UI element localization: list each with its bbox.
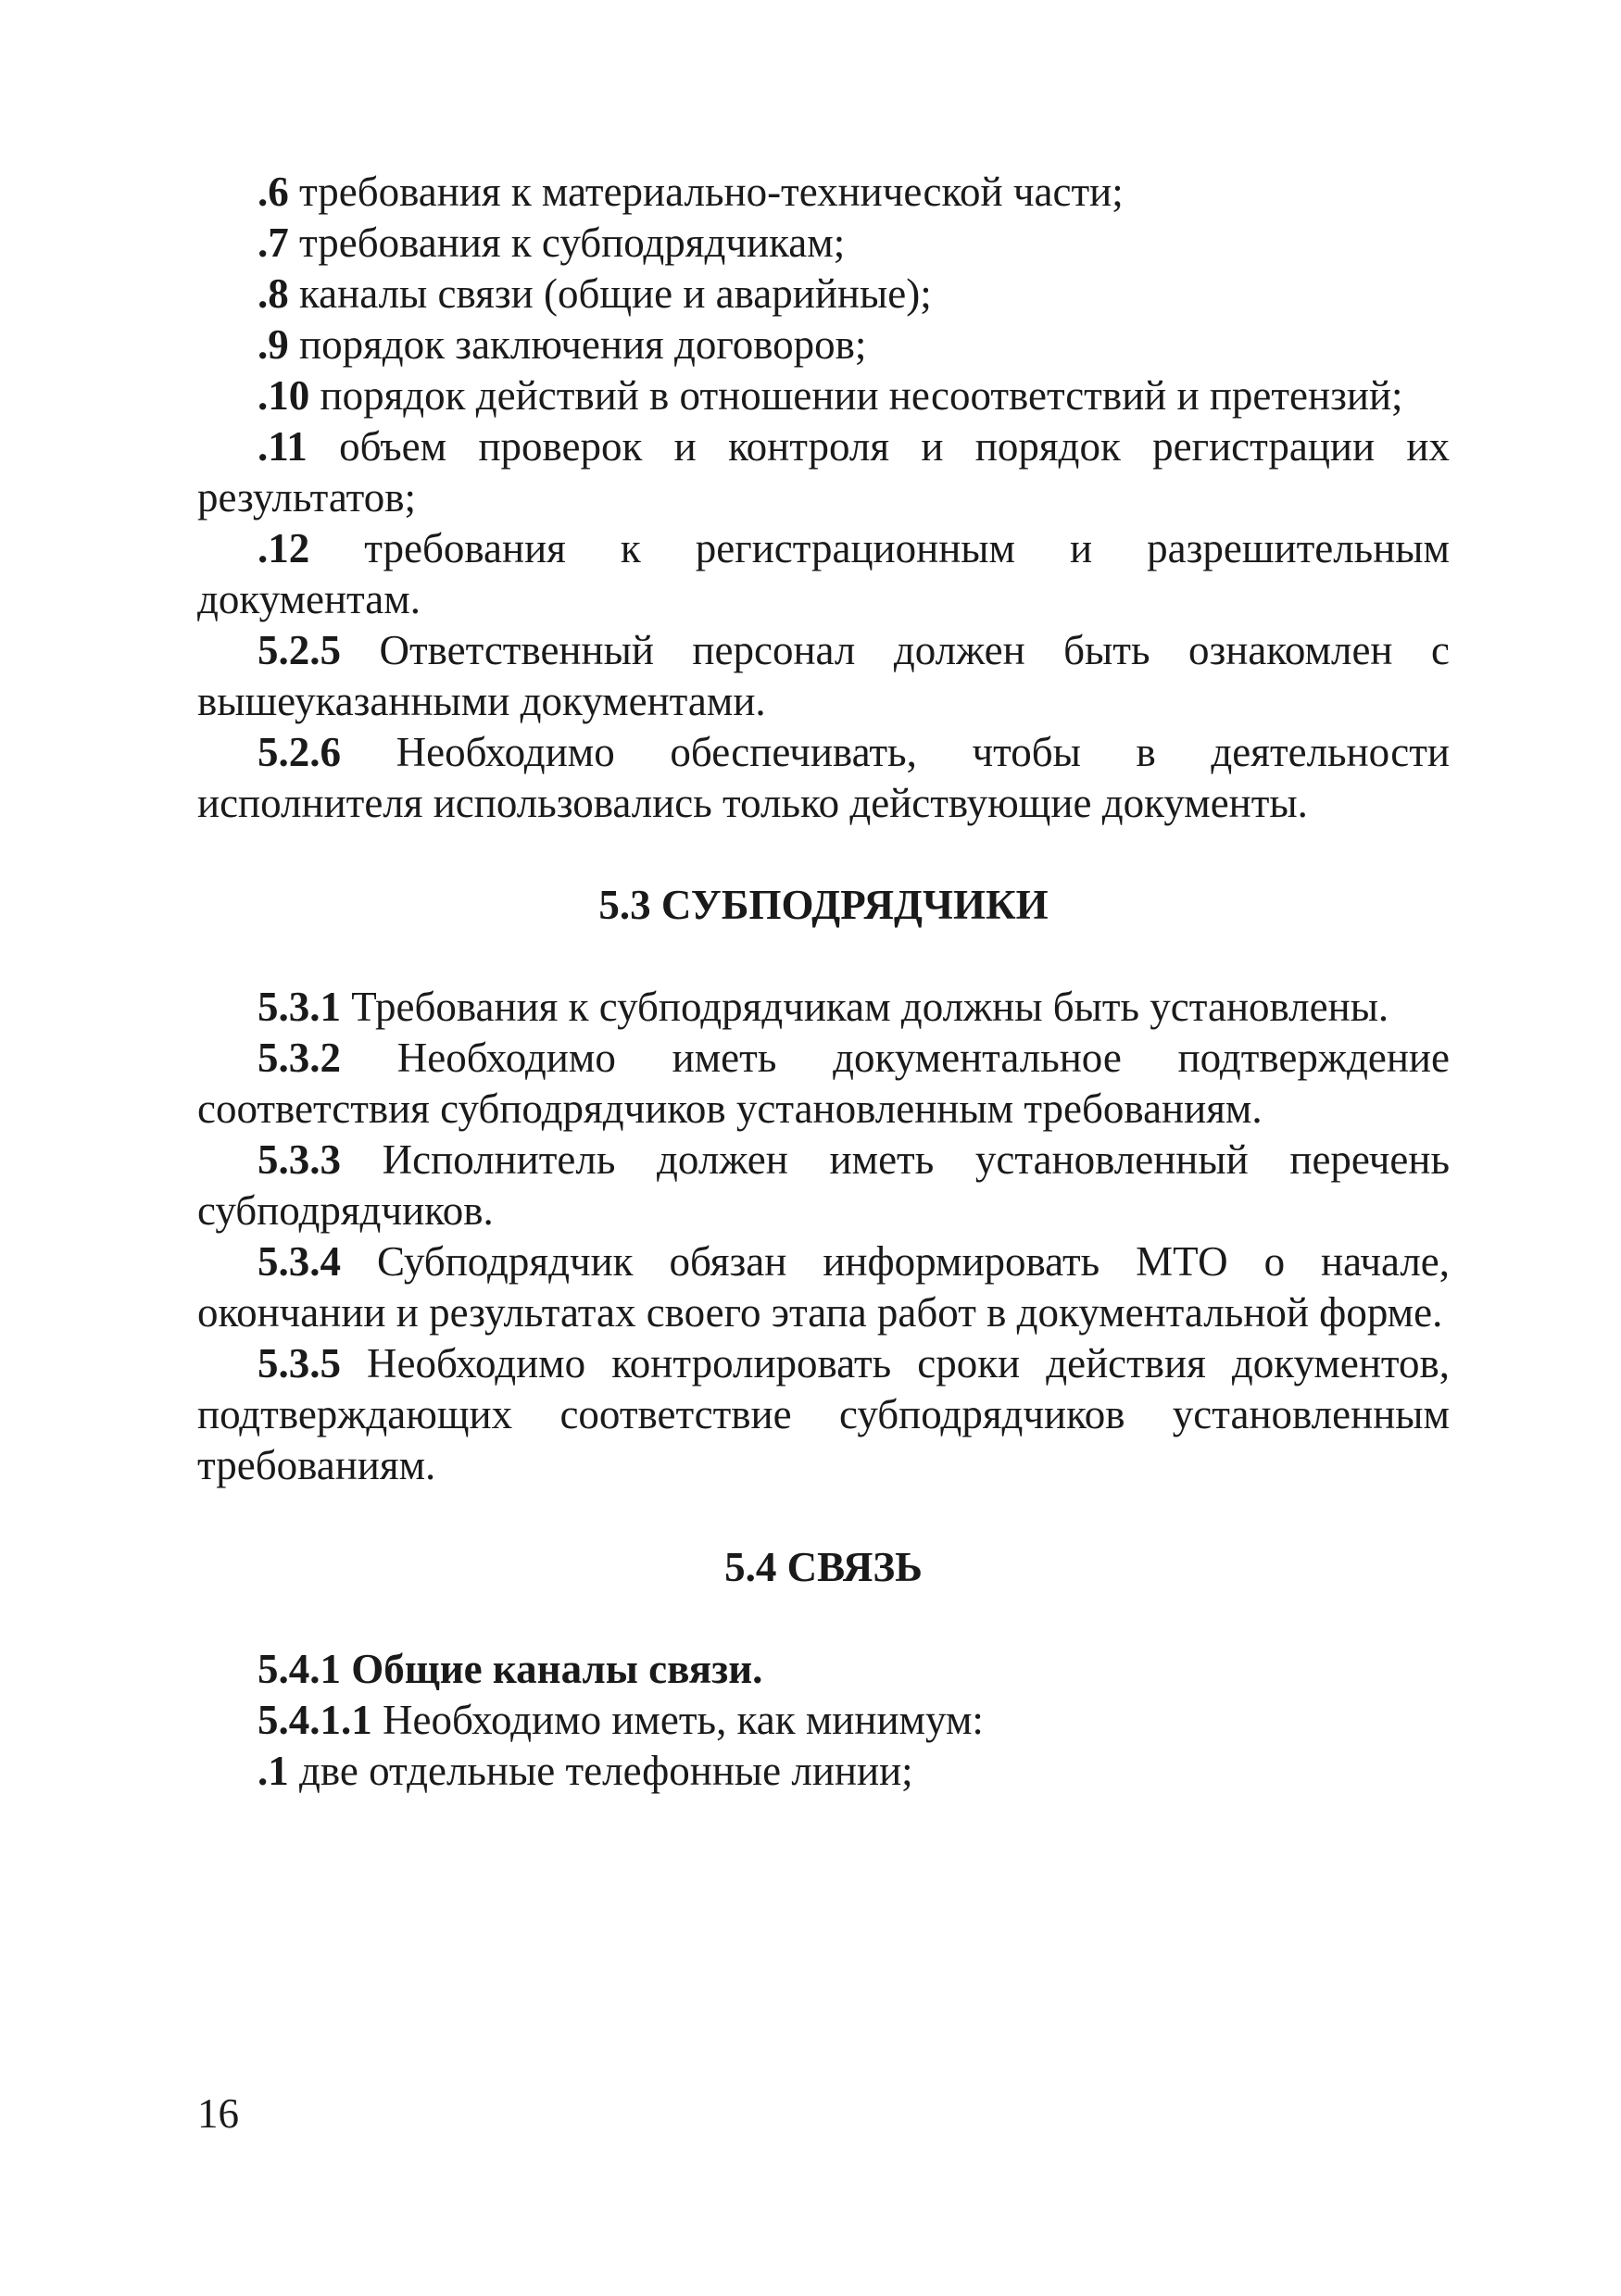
list-item: .12 требования к регистрационным и разрешительным документам.	[197, 525, 1450, 622]
subsection-title: 5.4.1 Общие каналы связи.	[258, 1646, 763, 1692]
section-subcontractors	[197, 982, 1450, 1491]
section-heading-communication: 5.4 СВЯЗЬ	[724, 1544, 923, 1590]
clause-paragraph: 5.2.6 Необходимо обеспечивать, чтобы в деятельности исполнителя использовались только действующие документы.	[197, 729, 1450, 826]
section-communication	[197, 1644, 1450, 1797]
list-item: .1 две отдельные телефонные линии;	[258, 1748, 913, 1794]
list-item: .6 требования к материально-технической части;	[258, 169, 1124, 215]
list-item: .8 каналы связи (общие и аварийные);	[258, 270, 932, 317]
list-item: .10 порядок действий в отношении несоответствий и претензий;	[258, 372, 1403, 419]
section-heading-subcontractors: 5.3 СУБПОДРЯДЧИКИ	[598, 882, 1049, 928]
clause-paragraph: 5.3.4 Субподрядчик обязан информировать МТО о начале, окончании и результатах своего этапа работ в документальной форме.	[197, 1238, 1450, 1336]
list-block-documents	[197, 167, 1450, 829]
list-item: .9 порядок заключения договоров;	[258, 321, 867, 368]
clause-paragraph: 5.3.5 Необходимо контролировать сроки действия документов, подтверждающих соответствие субподрядчиков установленным требованиям.	[197, 1340, 1450, 1488]
list-item: .7 требования к субподрядчикам;	[258, 220, 846, 266]
clause-paragraph: 5.3.3 Исполнитель должен иметь установленный перечень субподрядчиков.	[197, 1136, 1450, 1234]
page-number: 16	[197, 2090, 239, 2137]
page-body	[197, 167, 1450, 1797]
clause-paragraph: 5.4.1.1 Необходимо иметь, как минимум:	[258, 1697, 984, 1743]
clause-paragraph: 5.3.1 Требования к субподрядчикам должны быть установлены.	[258, 984, 1389, 1030]
list-item: .11 объем проверок и контроля и порядок регистрации их результатов;	[197, 423, 1450, 521]
clause-paragraph: 5.2.5 Ответственный персонал должен быть ознакомлен с вышеуказанными документами.	[197, 627, 1450, 724]
clause-paragraph: 5.3.2 Необходимо иметь документальное подтверждение соответствия субподрядчиков установленным требованиям.	[197, 1035, 1450, 1132]
